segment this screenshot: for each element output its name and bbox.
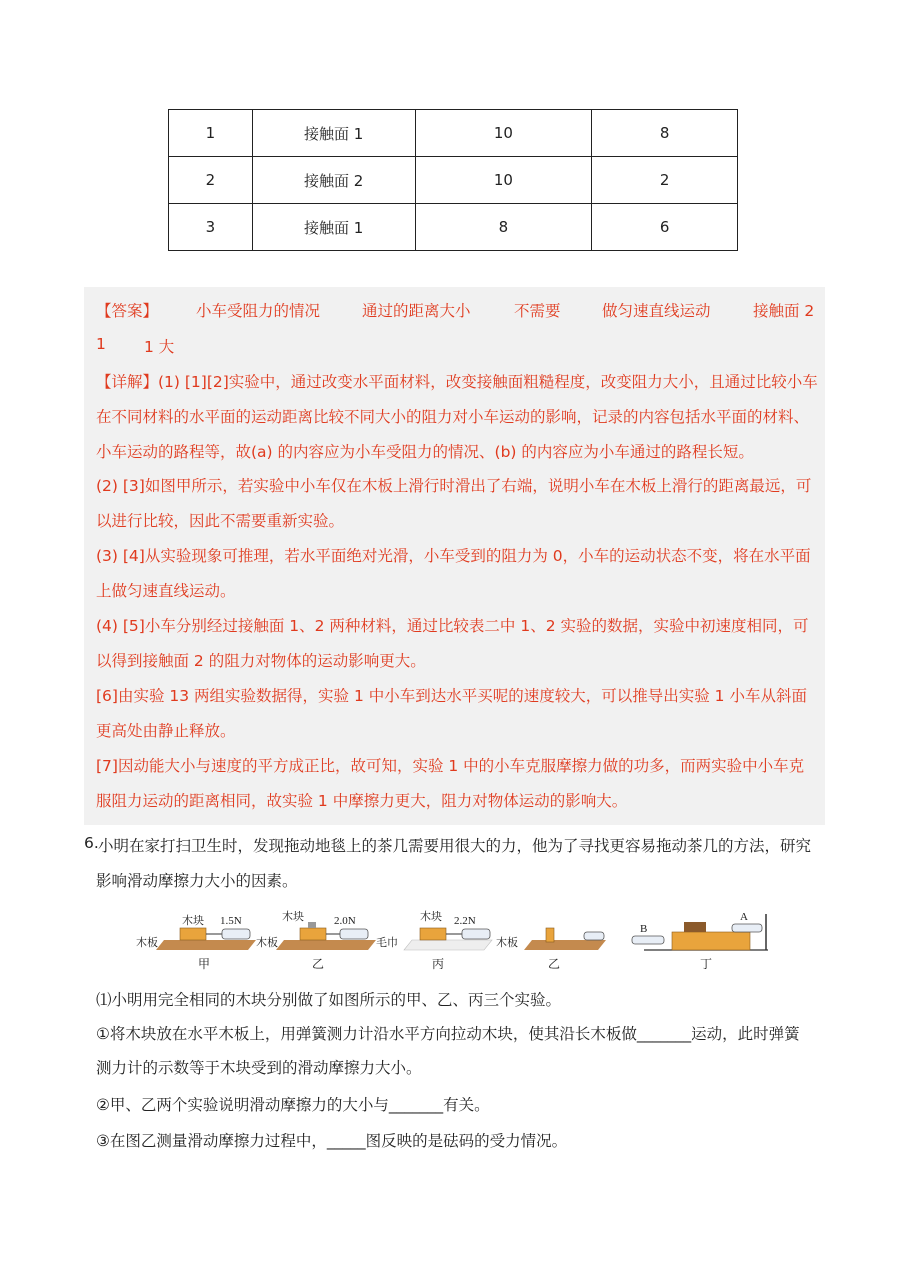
- block-label: 木块: [182, 914, 204, 927]
- figure-caption: 乙: [312, 957, 325, 971]
- sub-question: ③在图乙测量滑动摩擦力过程中，_____图反映的是砝码的受力情况。: [96, 1132, 568, 1150]
- sub-question: ⑴小明用完全相同的木块分别做了如图所示的甲、乙、丙三个实验。: [96, 991, 562, 1009]
- table-row: [169, 110, 738, 157]
- force-label: 2.0N: [334, 915, 356, 927]
- question-text: 影响滑动摩擦力大小的因素。: [96, 872, 298, 890]
- block-label: 木块: [420, 910, 442, 923]
- table-cell: 10: [415, 157, 592, 204]
- table-cell: 接触面 1: [252, 110, 415, 157]
- answer-item: 做匀速直线运动: [602, 302, 711, 320]
- answer-item: 1: [96, 335, 106, 353]
- board-label: 木板: [496, 936, 518, 949]
- force-label: 2.2N: [454, 915, 476, 927]
- detail-paragraph: [7]因动能大小与速度的平方成正比，故可知，实验 1 中的小车克服摩擦力做的功多，而两实验中小车克服阻力运动的距离相同，故实验 1 中摩擦力更大，阻力对物体运动的影响大。: [96, 757, 805, 810]
- setup-yi-2: [496, 928, 606, 971]
- table-row: [169, 204, 738, 251]
- weight-icon: [308, 922, 316, 928]
- spring-scale-icon: [632, 936, 664, 944]
- table-cell: 接触面 2: [252, 157, 415, 204]
- label-a: A: [740, 911, 748, 923]
- table-cell: 6: [592, 204, 738, 251]
- spring-scale-icon: [584, 932, 604, 940]
- setup-yi: [256, 909, 376, 971]
- figure-caption: 甲: [198, 957, 211, 971]
- sub-question: 测力计的示数等于木块受到的滑动摩擦力大小。: [96, 1059, 422, 1077]
- table-cell: 1: [169, 110, 253, 157]
- sub-question: ②甲、乙两个实验说明滑动摩擦力的大小与_______有关。: [96, 1096, 490, 1114]
- sub-question: ①将木块放在水平木板上，用弹簧测力计沿水平方向拉动木块，使其沿长木板做_______运动，此时弹簧: [96, 1025, 800, 1043]
- setup-ding: [632, 911, 768, 971]
- detail-paragraph: 【详解】(1) [1][2]实验中，通过改变水平面材料，改变接触面粗糙程度，改变阻力大小，且通过比较小车在不同材料的水平面的运动距离比较不同大小的阻力对小车运动的影响，记录的内容包括水平面的材料、小车运动的路程等，故(a) 的内容应为小车受阻力的情况、(b) 的内容应为小车通过的路程长短。: [96, 373, 818, 461]
- spring-scale-icon: [462, 929, 490, 939]
- board-shape: [524, 940, 606, 950]
- block-shape: [684, 922, 706, 932]
- answer-item: 小车受阻力的情况: [196, 302, 321, 320]
- spring-scale-icon: [340, 929, 368, 939]
- table-row: [169, 157, 738, 204]
- figure-caption: 乙: [548, 957, 561, 971]
- board-shape: [156, 940, 256, 950]
- answer-item: 通过的距离大小: [362, 302, 471, 320]
- figure-caption: 丙: [432, 957, 445, 971]
- block-shape: [546, 928, 554, 942]
- answer-tag: 【答案】: [96, 302, 159, 320]
- question-number: 6.: [84, 834, 99, 852]
- answer-item: 接触面 2: [753, 302, 815, 320]
- spring-scale-icon: [222, 929, 250, 939]
- board-shape: [276, 940, 376, 950]
- experiment-figure: [136, 906, 776, 978]
- block-label: 木块: [282, 910, 304, 923]
- block-shape: [420, 928, 446, 940]
- setup-bing: [376, 909, 492, 971]
- data-table: [168, 109, 738, 251]
- answer-item: 不需要: [514, 302, 561, 320]
- figure-caption: 丁: [700, 957, 713, 971]
- towel-shape: [404, 940, 492, 950]
- board-label: 木板: [136, 936, 158, 949]
- block-shape: [300, 928, 326, 940]
- setup-jia: [136, 913, 256, 971]
- detail-paragraph: (4) [5]小车分别经过接触面 1、2 两种材料，通过比较表二中 1、2 实验的数据，实验中初速度相同，可以得到接触面 2 的阻力对物体的运动影响更大。: [96, 617, 809, 670]
- label-b: B: [640, 923, 648, 935]
- answer-box: [84, 287, 825, 825]
- force-label: 1.5N: [220, 915, 242, 927]
- board-label: 木板: [256, 936, 278, 949]
- table-cell: 10: [415, 110, 592, 157]
- board-shape: [672, 932, 750, 950]
- answer-item: 1 大: [144, 338, 175, 356]
- detail-paragraph: [6]由实验 13 两组实验数据得，实验 1 中小车到达水平买呢的速度较大，可以推导出实验 1 小车从斜面更高处由静止释放。: [96, 687, 807, 740]
- spring-scale-icon: [732, 924, 762, 932]
- table-cell: 8: [592, 110, 738, 157]
- detail-paragraph: (2) [3]如图甲所示，若实验中小车仅在木板上滑行时滑出了右端，说明小车在木板上滑行的距离最远，可以进行比较，因此不需要重新实验。: [96, 477, 812, 530]
- table-cell: 8: [415, 204, 592, 251]
- table-cell: 2: [169, 157, 253, 204]
- table-cell: 3: [169, 204, 253, 251]
- question-text: 小明在家打扫卫生时，发现拖动地毯上的茶几需要用很大的力，他为了寻找更容易拖动茶几的方法，研究: [98, 837, 812, 855]
- detail-paragraph: (3) [4]从实验现象可推理，若水平面绝对光滑，小车受到的阻力为 0，小车的运动状态不变，将在水平面上做匀速直线运动。: [96, 547, 811, 600]
- table-cell: 接触面 1: [252, 204, 415, 251]
- surface-label: 毛巾: [376, 936, 398, 949]
- table-cell: 2: [592, 157, 738, 204]
- block-shape: [180, 928, 206, 940]
